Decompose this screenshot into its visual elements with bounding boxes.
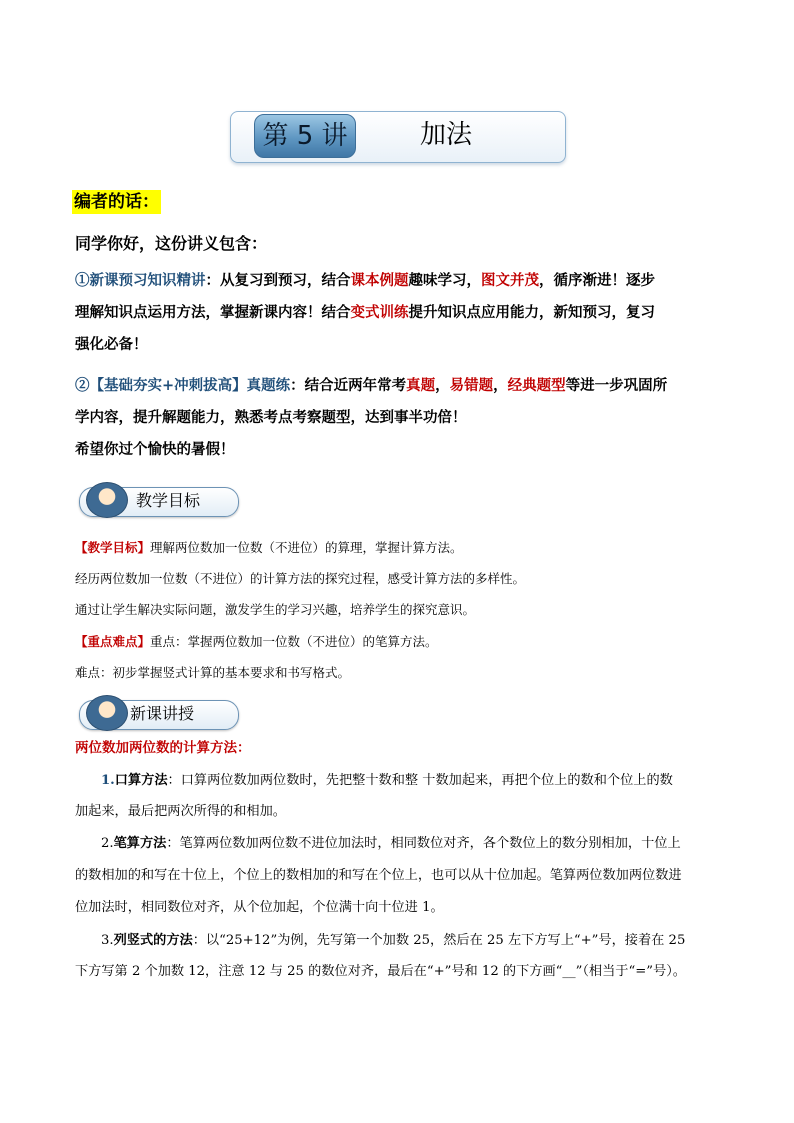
page-title: 加法 (420, 120, 473, 150)
item2-head: 【基础夯实+冲刺拔高】真题练 (89, 377, 291, 394)
intro-greeting: 同学你好，这份讲义包含： (75, 234, 268, 253)
section-title-teaching-goals: 教学目标 (136, 491, 201, 510)
method-3-line-1: 3.列竖式的方法：以“25+12”为例，先写第一个加数 25，然后在 25 左下方写上“+”号，接着在 25 (101, 933, 686, 948)
lecture-number-tab: 第 5 讲 (254, 114, 356, 158)
teaching-goal-line-1: 【教学目标】理解两位数加一位数（不进位）的算理，掌握计算方法。 (75, 540, 463, 555)
item1-head: 新课预习知识精讲 (89, 272, 206, 289)
key-points-line: 【重点难点】重点：掌握两位数加一位数（不进位）的笔算方法。 (75, 634, 438, 649)
method-heading: 两位数加两位数的计算方法： (75, 740, 251, 756)
intro-item-1-line-1: ①新课预习知识精讲：从复习到预习，结合课本例题趣味学习，图文并茂，循序渐进！逐步 (75, 272, 655, 289)
teaching-goal-line-3: 通过让学生解决实际问题，激发学生的学习兴趣，培养学生的探究意识。 (75, 602, 476, 617)
method-3-line-2: 下方写第 2 个加数 12，注意 12 与 25 的数位对齐，最后在“+”号和 12 的下方画“__”（相当于“=”号）。 (75, 964, 686, 979)
teacher-avatar-icon (86, 482, 128, 518)
intro-wish: 希望你过个愉快的暑假！ (75, 441, 235, 458)
method-1-line-2: 加起来，最后把两次所得的和相加。 (75, 804, 286, 819)
method-2-line-1: 2.笔算方法：笔算两位数加两位数不进位加法时，相同数位对齐，各个数位上的数分别相加，十位上 (101, 836, 681, 851)
teacher-avatar-icon (86, 695, 128, 731)
method-1-line-1: 1.口算方法：口算两位数加两位数时，先把整十数和整 十数加起来，再把个位上的数和个位上的数 (101, 773, 673, 788)
method-2-line-2: 的数相加的和写在十位上，个位上的数相加的和写在个位上，也可以从十位加起。笔算两位数加两位数进 (75, 868, 682, 883)
difficulty-line: 难点：初步掌握竖式计算的基本要求和书写格式。 (75, 665, 351, 680)
intro-item-2-line-1: ②【基础夯实+冲刺拔高】真题练：结合近两年常考真题，易错题，经典题型等进一步巩固所 (75, 377, 668, 394)
editor-note-label: 编者的话： (74, 192, 159, 212)
intro-item-1-line-3: 强化必备！ (75, 336, 148, 353)
method-2-line-3: 位加法时，相同数位对齐，从个位加起，个位满十向十位进 1。 (75, 900, 444, 915)
teaching-goal-line-2: 经历两位数加一位数（不进位）的计算方法的探究过程，感受计算方法的多样性。 (75, 571, 526, 586)
section-title-new-lesson: 新课讲授 (130, 704, 195, 723)
intro-item-2-line-2: 学内容，提升解题能力，熟悉考点考察题型，达到事半功倍！ (75, 409, 467, 426)
intro-item-1-line-2: 理解知识点运用方法，掌握新课内容！结合变式训练提升知识点应用能力，新知预习，复习 (75, 304, 655, 321)
